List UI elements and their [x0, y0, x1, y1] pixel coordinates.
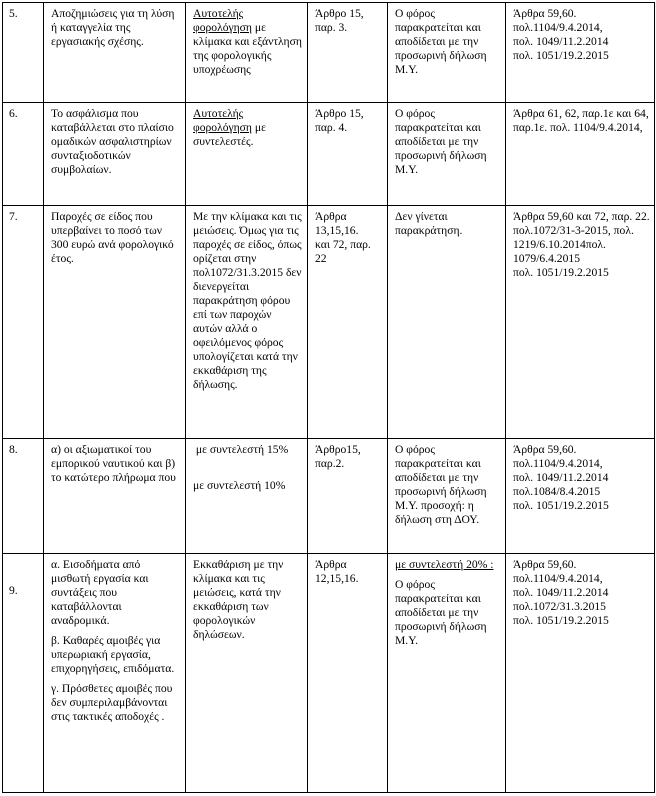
- law-article-cell: Άρθρα 13,15,16. και 72, παρ. 22: [308, 206, 388, 439]
- row-number: 8.: [3, 439, 44, 554]
- row-number: 6.: [3, 103, 44, 206]
- law-article-cell: Άρθρο15, παρ.2.: [308, 439, 388, 554]
- reference-decisions-cell: Άρθρα 61, 62, παρ.1ε και 64, παρ.1ε. πολ. 1104/9.4.2014,: [506, 103, 655, 206]
- withholding-cell: Ο φόρος παρακρατείται και αποδίδεται με την προσωρινή δήλωση Μ.Υ.: [388, 103, 506, 206]
- tax-table: [2, 2, 655, 793]
- withholding-cell: Ο φόρος παρακρατείται και αποδίδεται με την προσωρινή δήλωση Μ.Υ.: [388, 3, 506, 103]
- taxation-method-cell: Με την κλίμακα και τις μειώσεις. Όμως για τις παροχές σε είδος, όπως ορίζεται στην πολ1072/31.3.2015 δεν διενεργείται παρακράτηση φόρου επί των παροχών αυτών αλλά ο οφειλόμενος φόρος υπολογίζεται κατά την εκκαθάριση της δήλωσης.: [186, 206, 308, 439]
- income-type-cell: α. Εισοδήματα από μισθωτή εργασία και συντάξεις που καταβάλλονται αναδρομικά. β. Καθαρές αμοιβές για υπερωριακή εργασία, επιχορηγήσεις, επιδόματα. γ. Πρόσθετες αμοιβές που δεν συμπεριλαμβάνονται στις τακτικές αποδοχές .: [44, 554, 186, 793]
- income-type-cell: Το ασφάλισμα που καταβάλλεται στο πλαίσιο ομαδικών ασφαλιστηρίων συνταξιοδοτικών συμβολαίων.: [44, 103, 186, 206]
- table-row: [3, 3, 655, 103]
- law-article-cell: Άρθρο 15, παρ. 3.: [308, 3, 388, 103]
- reference-decisions-cell: Άρθρα 59,60 και 72, παρ. 22. πολ.1072/31-3-2015, πολ. 1219/6.10.2014πολ. 1079/6.4.2015 πολ. 1051/19.2.2015: [506, 206, 655, 439]
- reference-decisions-cell: Άρθρα 59,60. πολ.1104/9.4.2014, πολ. 1049/11.2.2014 πολ. 1051/19.2.2015: [506, 3, 655, 103]
- law-article-cell: Άρθρο 15, παρ. 4.: [308, 103, 388, 206]
- withholding-cell: Δεν γίνεται παρακράτηση.: [388, 206, 506, 439]
- reference-decisions-cell: Άρθρα 59,60. πολ.1104/9.4.2014, πολ. 1049/11.2.2014 πολ.1084/8.4.2015 πολ. 1051/19.2.2015: [506, 439, 655, 554]
- table-row: [3, 439, 655, 554]
- taxation-method-cell: Αυτοτελής φορολόγηση με συντελεστές.: [186, 103, 308, 206]
- income-type-cell: Παροχές σε είδος που υπερβαίνει το ποσό των 300 ευρώ ανά φορολογικό έτος.: [44, 206, 186, 439]
- reference-decisions-cell: Άρθρα 59,60. πολ.1104/9.4.2014, πολ. 1049/11.2.2014 πολ.1072/31.3.2015 πολ. 1051/19.2.2015: [506, 554, 655, 793]
- income-type-cell: Αποζημιώσεις για τη λύση ή καταγγελία της εργασιακής σχέσης.: [44, 3, 186, 103]
- taxation-method-cell: με συντελεστή 15% με συντελεστή 10%: [186, 439, 308, 554]
- withholding-cell: με συντελεστή 20% : Ο φόρος παρακρατείται και αποδίδεται με την προσωρινή δήλωση Μ.Υ.: [388, 554, 506, 793]
- method-emphasis: Αυτοτελής φορολόγηση: [193, 7, 252, 34]
- taxation-method-cell: Εκκαθάριση με την κλίμακα και τις μειώσεις, κατά την εκκαθάριση των φορολογικών δηλώσεων.: [186, 554, 308, 793]
- taxation-method-cell: Αυτοτελής φορολόγηση με κλίμακα και εξάντληση της φορολογικής υποχρέωσης: [186, 3, 308, 103]
- row-number: 5.: [3, 3, 44, 103]
- table-row: [3, 554, 655, 793]
- rate-emphasis: με συντελεστή 20% :: [395, 558, 494, 571]
- law-article-cell: Άρθρα 12,15,16.: [308, 554, 388, 793]
- table-row: [3, 103, 655, 206]
- income-type-cell: α) οι αξιωματικοί του εμπορικού ναυτικού και β) το κατώτερο πλήρωμα που: [44, 439, 186, 554]
- row-number: 7.: [3, 206, 44, 439]
- row-number: 9.: [3, 554, 44, 793]
- table-row: [3, 206, 655, 439]
- withholding-cell: Ο φόρος παρακρατείται και αποδίδεται με την προσωρινή δήλωση Μ.Υ. προσοχή: η δήλωση στη ΔΟΥ.: [388, 439, 506, 554]
- method-emphasis: Αυτοτελής φορολόγηση: [193, 107, 252, 134]
